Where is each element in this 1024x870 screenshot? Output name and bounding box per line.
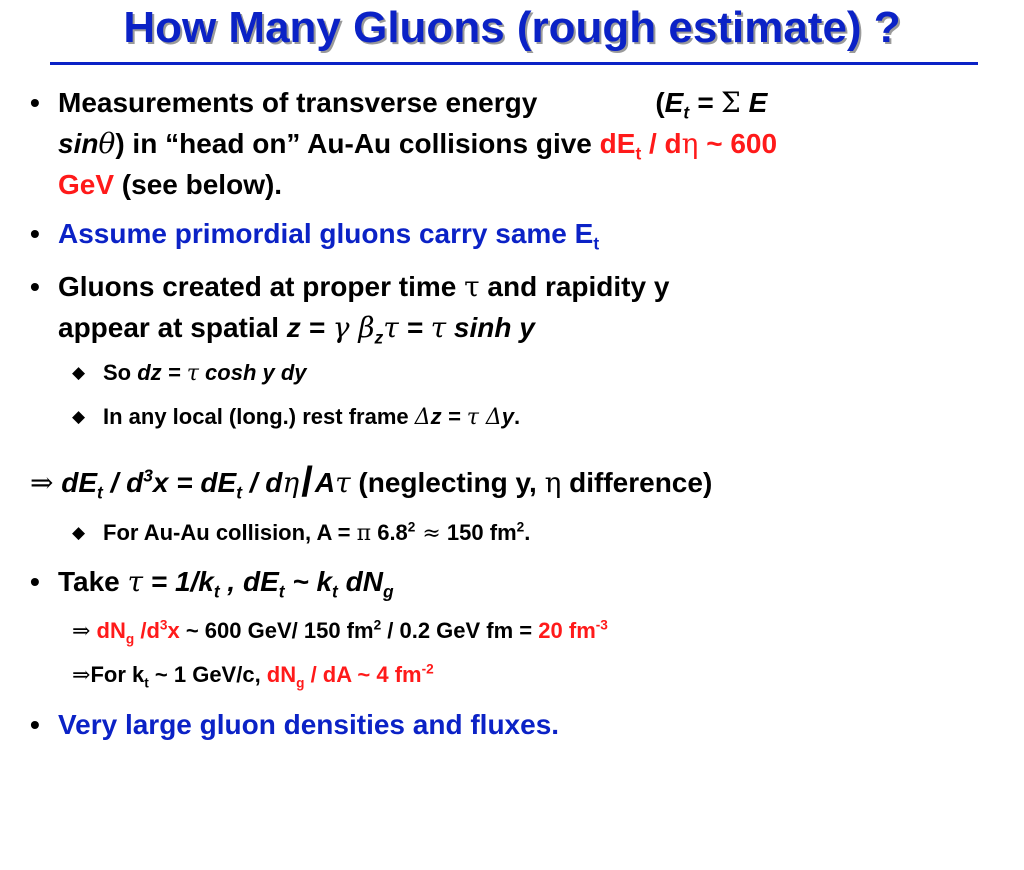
- sigma-symbol: Σ: [721, 86, 741, 119]
- diamond-marker: ◆: [72, 407, 86, 426]
- subbullet-text: For Au-Au collision, A = π $6.8^2 \approx 150$ $fm^2$.: [103, 519, 531, 546]
- subbullet-text: In any local (long.) rest frame Δz = τ Δy.: [103, 404, 521, 430]
- bullet-text: Gluons created at proper time τ and rapidity y appear at spatial z = γ $\beta_z\tau = \tau$ sinh y: [58, 270, 670, 348]
- text-segment: (see below).: [114, 169, 283, 200]
- red-expression: $dE_t$ / dη ~ 600 GeV: [58, 127, 778, 200]
- bullet-text: Take $\tau = 1/k_t$ , $dE_t$ ~ $k_t$ $dN_g$: [58, 565, 394, 602]
- implies-symbol: ⇒: [30, 466, 54, 499]
- text-segment: Measurements of transverse energy: [58, 87, 538, 118]
- bullet-marker: •: [30, 566, 40, 597]
- text-segment: sin: [58, 128, 99, 159]
- text-segment: (: [655, 87, 665, 118]
- subbullet-text: So dz = τ cosh y dy: [103, 360, 307, 386]
- bullet-conclusion: [30, 704, 930, 745]
- page-title: How Many Gluons (rough estimate) ?: [123, 3, 901, 52]
- bullet-marker: •: [30, 87, 40, 118]
- diamond-marker: ◆: [72, 363, 86, 382]
- bullet-text: Assume primordial gluons carry same $E_t$: [58, 218, 600, 254]
- bullet-transverse-energy: [30, 82, 930, 205]
- bullet-text: Very large gluon densities and fluxes.: [58, 709, 560, 740]
- bullet-marker: •: [30, 218, 40, 249]
- red-result: $dN_g$ / dA ~ 4 $fm^{-2}$: [266, 661, 434, 691]
- bullet-assume-gluons: [30, 213, 930, 254]
- theta-symbol: θ: [98, 127, 116, 160]
- division-slash: /: [301, 458, 313, 505]
- text-segment: ) in “head on” Au-Au collisions give: [115, 128, 600, 159]
- subbullet-au-au: [72, 518, 952, 549]
- text-segment: E: [740, 87, 768, 118]
- bullet-text: [58, 82, 930, 205]
- text-segment: E: [664, 87, 684, 118]
- implies-symbol: ⇒: [72, 619, 91, 644]
- implication-line: ⇒ $dE_t / d^3x = dE_t / d\eta/A\tau$ (neglecting y, η difference): [30, 458, 713, 505]
- take-density-line: ⇒ $dN_g$ $/d^3x$ ~ 600 GeV/ 150 $fm^2 / 0.2$ GeV fm = 20 $fm^{-3}$: [72, 617, 608, 647]
- subbullet-rest-frame: [72, 402, 952, 433]
- title-underline: [50, 62, 978, 65]
- subscript: t: [683, 102, 690, 123]
- red-expression: $dN_g$ $/d^3x$: [90, 617, 180, 647]
- implies-symbol: ⇒: [72, 663, 91, 688]
- take-flux-line: ⇒For $k_t$ ~ 1 GeV/c, $dN_g$ / dA ~ 4 $fm^{-2}$: [72, 661, 434, 691]
- bullet-marker: •: [30, 271, 40, 302]
- red-result: 20 $fm^{-3}$: [538, 617, 608, 643]
- diamond-marker: ◆: [72, 523, 86, 542]
- bullet-gluons-created: [30, 266, 930, 348]
- bullet-take: [30, 561, 930, 602]
- bullet-marker: •: [30, 709, 40, 740]
- subbullet-so-dz: [72, 358, 952, 389]
- text-segment: =: [689, 87, 722, 118]
